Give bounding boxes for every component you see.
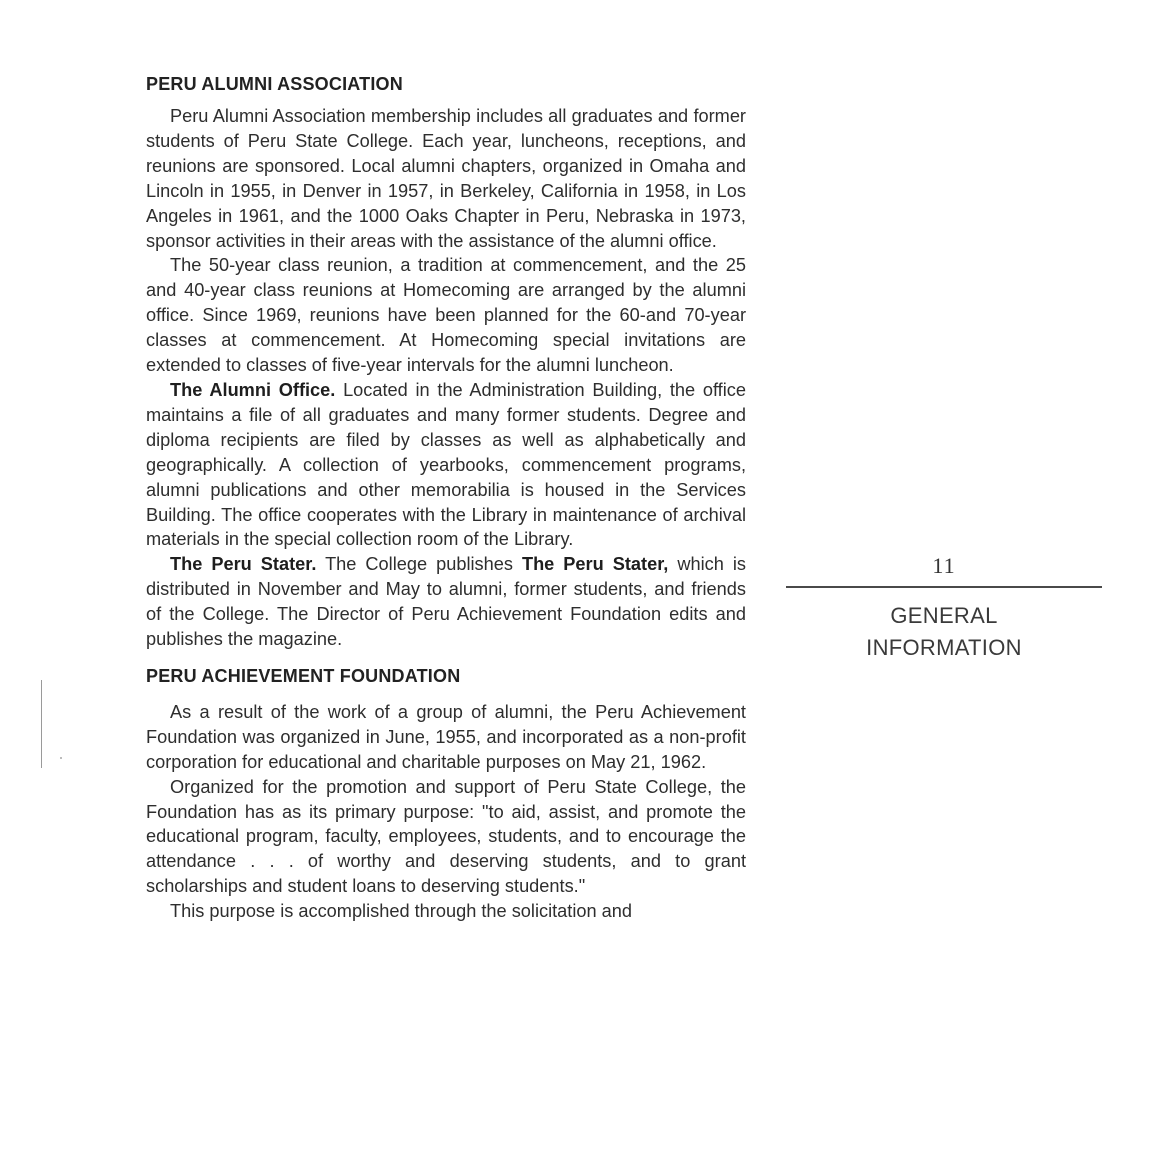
peru-stater-text-b: which is distributed in November and May to alumni, former students, and friends of the College. The Director of Peru Achievement Foundation edits and publishes the magazine. xyxy=(146,554,746,650)
paragraph-purpose-accomplished: This purpose is accomplished through the solicitation and xyxy=(170,901,633,922)
peru-stater-lead: The Peru Stater. xyxy=(170,554,317,575)
paragraph-foundation-purpose: Organized for the promotion and support of Peru State College, the Foundation has as its primary purpose: "to aid, assist, and promote the educational program, faculty, employees, students, and to encourage the attendance . . . of worthy and deserving students, and to grant scholarships and student loans to deserving students." xyxy=(146,776,746,897)
paragraph-alumni-office xyxy=(146,378,746,552)
section-heading-alumni-association: PERU ALUMNI ASSOCIATION xyxy=(146,74,403,94)
chapter-divider xyxy=(786,586,1102,588)
chapter-title-line2: INFORMATION xyxy=(866,635,1022,660)
section-heading-achievement-foundation: PERU ACHIEVEMENT FOUNDATION xyxy=(146,665,461,686)
peru-stater-title: The Peru Stater, xyxy=(521,554,669,575)
main-text-column xyxy=(146,70,746,924)
paragraph-foundation-origin: As a result of the work of a group of alumni, the Peru Achievement Foundation was organized in June, 1955, and incorporated as a non-profit corporation for educational and charitable purposes on May 21, 1962. xyxy=(146,701,746,772)
chapter-sidebar xyxy=(786,552,1102,662)
margin-speck xyxy=(60,757,62,759)
paragraph-peru-stater xyxy=(146,552,746,652)
margin-mark xyxy=(41,680,42,768)
chapter-number: 11 xyxy=(932,553,956,578)
alumni-office-text: Located in the Administration Building, the office maintains a file of all graduates and many former students. Degree and diploma recipients are filed by classes as well as alphabetically and geographically. A collection of yearbooks, commencement programs, alumni publications and other memorabilia is housed in the Services Building. The office cooperates with the Library in maintenance of archival materials in the special collection room of the Library. xyxy=(146,379,746,550)
chapter-title-line1: GENERAL xyxy=(890,603,998,628)
peru-stater-text-a: The College publishes xyxy=(316,554,522,575)
paragraph-membership: Peru Alumni Association membership includes all graduates and former students of Peru State College. Each year, luncheons, receptions, and reunions are sponsored. Local alumni chapters, organized in Omaha and Lincoln in 1955, in Denver in 1957, in Berkeley, California in 1958, in Los Angeles in 1961, and the 1000 Oaks Chapter in Peru, Nebraska in 1973, sponsor activities in their areas with the assistance of the alumni office. xyxy=(146,106,746,251)
paragraph-reunions: The 50-year class reunion, a tradition at commencement, and the 25 and 40-year class reunions at Homecoming are arranged by the alumni office. Since 1969, reunions have been planned for the 60-and 70-year classes at commencement. At Homecoming special invitations are extended to classes of five-year intervals for the alumni luncheon. xyxy=(146,255,746,376)
alumni-office-lead: The Alumni Office. xyxy=(170,379,336,400)
